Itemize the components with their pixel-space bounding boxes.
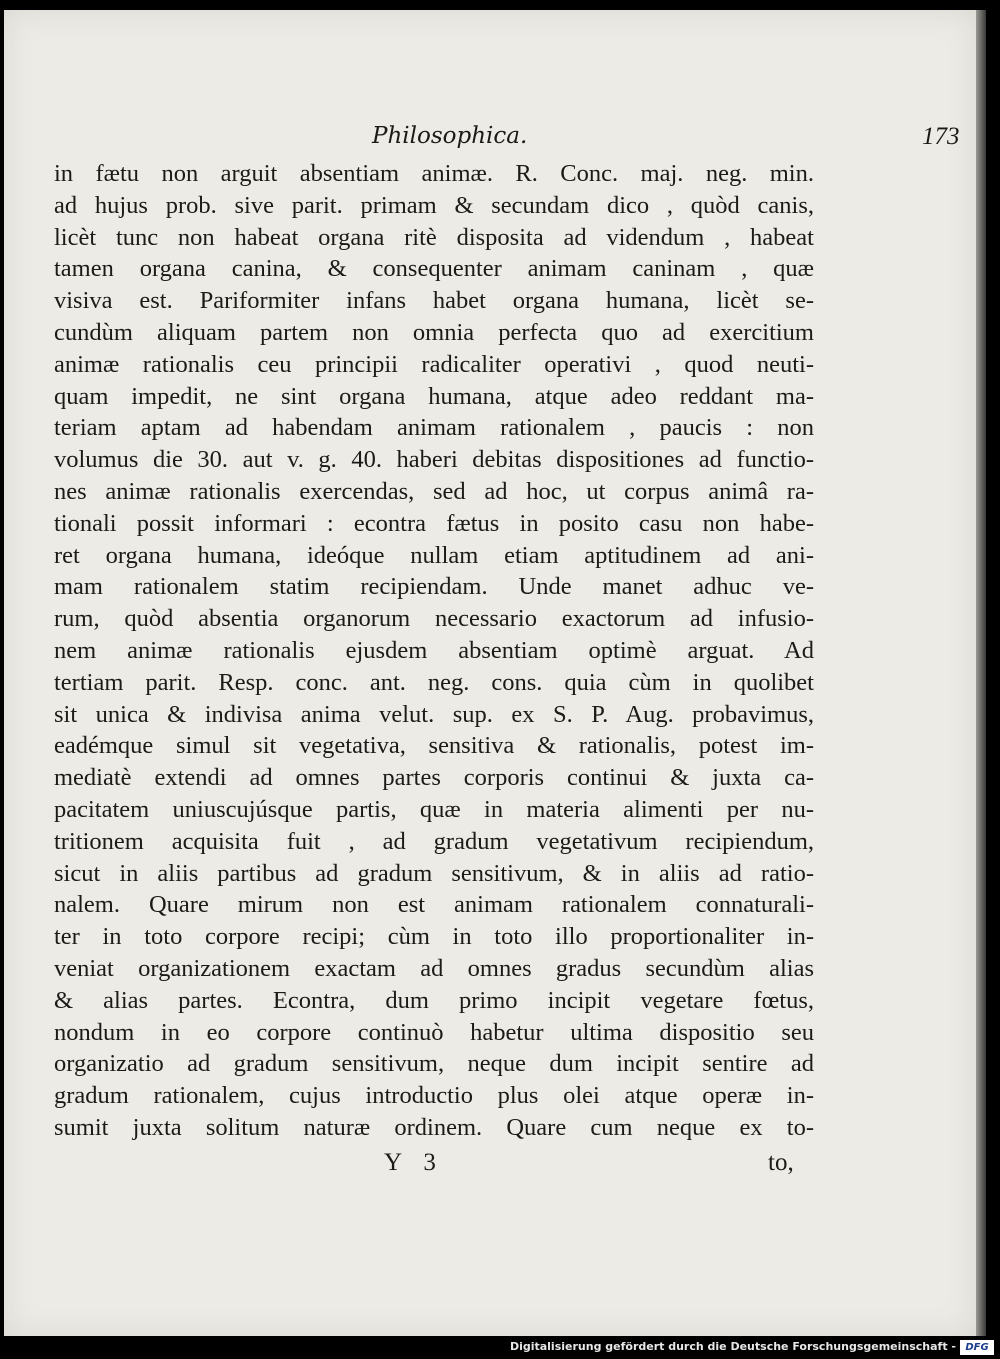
text-line: nalem. Quare mirum non est animam rationalem connaturali- <box>54 891 814 919</box>
text-line: rum, quòd absentia organorum necessario exactorum ad infusio- <box>54 605 814 633</box>
text-line: veniat organizationem exactam ad omnes gradus secundùm alias <box>54 954 814 982</box>
running-head <box>4 123 976 159</box>
text-line: sumit juxta solitum naturæ ordinem. Quare cum neque ex to- <box>54 1113 814 1141</box>
credit-bar <box>0 1337 1000 1359</box>
text-line: sicut in aliis partibus ad gradum sensitivum, & in aliis ad ratio- <box>54 859 814 887</box>
text-line: mam rationalem statim recipiendam. Unde manet adhuc ve- <box>54 573 814 601</box>
body-text <box>54 158 814 1144</box>
page-edge <box>976 10 986 1336</box>
text-line: nondum in eo corpore continuò habetur ultima dispositio seu <box>54 1018 814 1046</box>
text-line: sit unica & indivisa anima velut. sup. ex S. P. Aug. probavimus, <box>54 700 814 728</box>
text-line: teriam aptam ad habendam animam rationalem , paucis : non <box>54 414 814 442</box>
text-line: cundùm aliquam partem non omnia perfecta quo ad exercitium <box>54 318 814 346</box>
dfg-logo-icon: DFG <box>960 1340 994 1355</box>
text-line: quam impedit, ne sint organa humana, atque adeo reddant ma- <box>54 382 814 410</box>
running-title: Philosophica. <box>372 123 528 149</box>
book-page <box>4 10 976 1336</box>
text-line: mediatè extendi ad omnes partes corporis continui & juxta ca- <box>54 764 814 792</box>
text-line: & alias partes. Econtra, dum primo incipit vegetare fœtus, <box>54 986 814 1014</box>
credit-text: Digitalisierung gefördert durch die Deutsche Forschungsgemeinschaft - <box>509 1340 956 1353</box>
page-number: 173 <box>922 123 960 150</box>
signature-mark: Y 3 <box>384 1149 444 1176</box>
text-line: tritionem acquisita fuit , ad gradum vegetativum recipiendum, <box>54 827 814 855</box>
text-line: ad hujus prob. sive parit. primam & secundam dico , quòd canis, <box>54 191 814 219</box>
text-line: in fætu non arguit absentiam animæ. R. Conc. maj. neg. min. <box>54 160 814 187</box>
text-line: eadémque simul sit vegetativa, sensitiva & rationalis, potest im- <box>54 732 814 760</box>
text-line: pacitatem uniuscujúsque partis, quæ in materia alimenti per nu- <box>54 795 814 823</box>
text-line: nes animæ rationalis exercendas, sed ad hoc, ut corpus animâ ra- <box>54 477 814 505</box>
text-line: visiva est. Pariformiter infans habet organa humana, licèt se- <box>54 287 814 315</box>
text-line: animæ rationalis ceu principii radicaliter operativi , quod neuti- <box>54 350 814 378</box>
text-line: licèt tunc non habeat organa ritè disposita ad videndum , habeat <box>54 223 814 251</box>
text-line: gradum rationalem, cujus introductio plus olei atque operæ in- <box>54 1082 814 1110</box>
text-line: nem animæ rationalis ejusdem absentiam optimè arguat. Ad <box>54 636 814 664</box>
text-line: tamen organa canina, & consequenter animam caninam , quæ <box>54 255 814 283</box>
catchword: to, <box>768 1149 794 1176</box>
text-line: organizatio ad gradum sensitivum, neque dum incipit sentire ad <box>54 1050 814 1078</box>
text-line: tionali possit informari : econtra fætus in posito casu non habe- <box>54 509 814 537</box>
text-line: ter in toto corpore recipi; cùm in toto illo proportionaliter in- <box>54 923 814 951</box>
text-line: volumus die 30. aut v. g. 40. haberi debitas dispositiones ad functio- <box>54 446 814 474</box>
text-line: tertiam parit. Resp. conc. ant. neg. cons. quia cùm in quolibet <box>54 668 814 696</box>
text-line: ret organa humana, ideóque nullam etiam aptitudinem ad ani- <box>54 541 814 569</box>
